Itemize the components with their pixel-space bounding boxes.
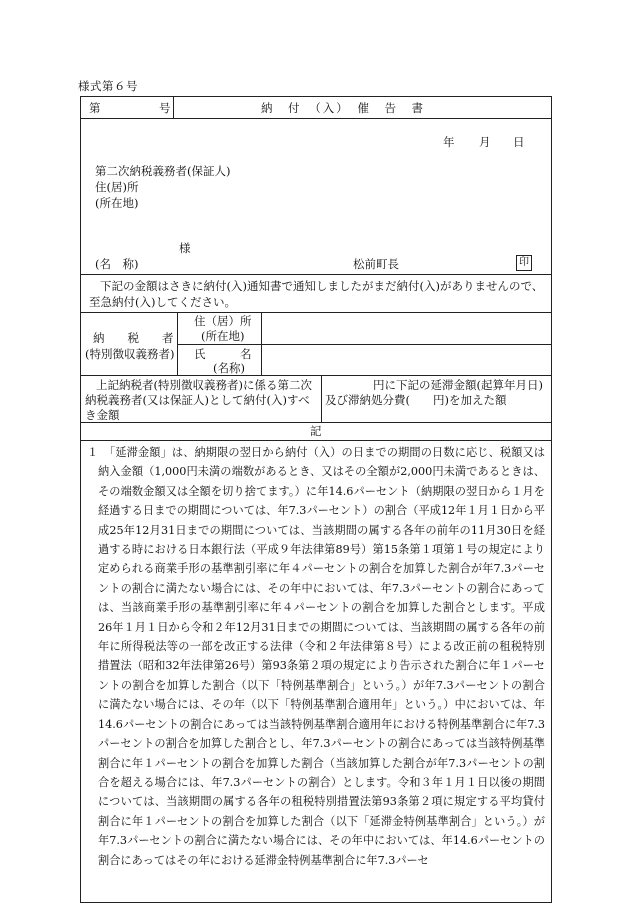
addressee-rule [81, 274, 551, 275]
notice-rule [81, 312, 551, 313]
addressee-role: 第二次納税義務者(保証人) [95, 164, 231, 178]
addressee-location-label: (所在地) [95, 196, 139, 210]
taxpayer-divider-2 [261, 312, 262, 375]
date-day: 日 [513, 135, 525, 149]
date-month: 月 [479, 135, 491, 149]
amount-divider [321, 375, 322, 422]
notes-heading-rule [81, 440, 551, 441]
date-year: 年 [443, 135, 455, 149]
notes-text: １ 「延滞金額」は、納期限の翌日から納付（入）の日までの期間の日数に応じ、税額又は納入金額（1,000円未満の端数があるとき、又はその全額が2,000円未満であるときは、その端数金額又は全額を切り捨てます。）に年14.6パーセント（納期限の翌日から１月を経過する日までの期間については、年7.3パーセント）の割合（平成12年１月１日から平成25年12月31日までの期間については、当該期間の属する各年の前年の11月30日を経過する時における日本銀行法（平成９年法律第89号）第15条第１項第１号の規定により定められる商業手形の基準割引率に年４パーセントの割合を加算した割合が年7.3パーセントの割合に満たない場合には、その年中においては、年7.3パーセントの割合にあっては、当該商業手形の基準割引率に年４パーセントの割合を加算した割合とします。平成26年１月１日から令和２年12月31日までの期間については、当該期間の属する各年の前年に所得税法等の一部を改正する法律（令和２年法律第８号）による改正前の租税特別措置法（昭和32年法律第26号）第93条第２項の規定により告示された割合に年１パーセントの割合を加算した割合（以下「特例基準割合」という。）が年7.3パーセントの割合に満たない場合には、その年（以下「特例基準割合適用年」という。）中においては、年14.6パーセントの割合にあっては当該特例基準割合適用年における特例基準割合に年7.3パーセントの割合を加算した割合とし、年7.3パーセントの割合にあっては当該特例基準割合に年１パーセントの割合を加算した割合（当該加算した割合が年7.3パーセントの割合を超える場合には、年7.3パーセントの割合）とします。令和３年１月１日以後の期間については、当該期間の属する各年の租税特別措置法第93条第２項に規定する平均貸付割合に年１パーセントの割合を加算した割合（以下「延滞金特例基準割合」という。）が年7.3パーセントの割合に満たない場合には、その年中においては、年14.6パーセントの割合にあってはその年における延滞金特例基準割合に年7.3パーセ [87, 446, 545, 867]
amount-addition-text: 円に下記の延滞金額(起算年月日)及び滞納処分費( 円)を加えた額 [325, 378, 543, 407]
amount-rule [81, 422, 551, 423]
addressee-address-label: 住(居)所 [95, 180, 139, 194]
amount-description: 上記納税者(特別徴収義務者)に係る第二次納税義務者(又は保証人)として納付(入)すべき金額 [85, 378, 312, 422]
header-rule [81, 118, 551, 119]
addressee-name-label: (名 称) [95, 257, 139, 271]
addressee-honorific: 様 [179, 241, 191, 255]
number-label-prefix: 第 [89, 101, 101, 115]
notice-text: 下記の金額はさきに納付(入)通知書で通知しましたがまだ納付(入)がありませんので、至急納付(入)してください。 [89, 279, 544, 309]
header-divider [173, 97, 174, 118]
number-label-suffix: 号 [159, 101, 171, 115]
taxpayer-rule [81, 375, 551, 376]
taxpayer-name-label: 氏 名 [194, 347, 252, 361]
form-number: 様式第６号 [78, 79, 138, 93]
notes-heading: 記 [310, 424, 322, 438]
issuer-name: 松前町長 [353, 257, 399, 271]
taxpayer-name-sub-label: (名称) [213, 361, 245, 375]
taxpayer-location-label: (所在地) [201, 329, 245, 343]
special-collector-label: (特別徴収義務者) [85, 347, 175, 361]
taxpayer-address-label: 住（居）所 [194, 314, 252, 328]
official-seal-mark: 印 [516, 255, 532, 271]
taxpayer-mid-rule [177, 344, 551, 345]
taxpayer-label: 納 税 者 [93, 331, 174, 345]
notice-form [80, 96, 552, 903]
document-title: 納 付 （入） 催 告 書 [261, 101, 425, 115]
